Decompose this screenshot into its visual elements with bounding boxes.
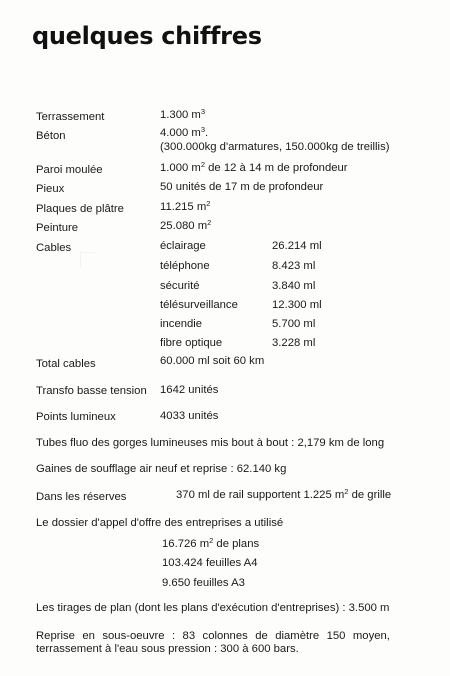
plaques-value: 11.215 $m^2$ [160, 199, 211, 213]
peinture-value: 25.080 $m^2$ [160, 218, 212, 232]
cable-value: 12.300 ml [272, 299, 322, 311]
tirages-line: Les tirages de plan (dont les plans d'exécution d'entreprises) : 3.500 m [36, 602, 390, 614]
page-title: quelques chiffres [32, 22, 262, 50]
terrassement-value: 1.300 $m^3$ [160, 107, 205, 121]
cable-name: télésurveillance [160, 299, 238, 311]
reserves-value: 370 ml de rail supportent 1.225 $m^2$ de grille [176, 487, 392, 501]
transfo-label: Transfo basse tension [36, 385, 147, 397]
gaines-line: Gaines de soufflage air neuf et reprise : 62.140 kg [36, 463, 287, 475]
cable-value: 26.214 ml [272, 240, 322, 252]
total-cables-value: 60.000 ml soit 60 km [160, 355, 265, 367]
terrassement-label: Terrassement [36, 111, 105, 123]
dossier-plans: 16.726 $m^2$ de plans [162, 536, 260, 550]
cable-name: téléphone [160, 260, 210, 272]
points-value: 4033 unités [160, 410, 219, 422]
dossier-intro: Le dossier d'appel d'offre des entreprises a utilisé [36, 517, 284, 529]
paroi-value: 1.000 $m^2$ de 12 à 14 m de profondeur [160, 160, 348, 174]
cable-name: fibre optique [160, 337, 223, 349]
beton-value: 4.000 $m^3$. [160, 125, 209, 139]
reprise-line-1: Reprise en sous-oeuvre : 83 colonnes de diamètre 150 moyen, [36, 630, 390, 642]
plaques-label: Plaques de plâtre [36, 203, 124, 215]
pieux-label: Pieux [36, 183, 65, 195]
cable-name: incendie [160, 318, 203, 330]
total-cables-label: Total cables [36, 358, 96, 370]
beton-label: Béton [36, 130, 66, 142]
cables-label: Cables [36, 242, 72, 254]
peinture-label: Peinture [36, 222, 79, 234]
tubes-line: Tubes fluo des gorges lumineuses mis bout à bout : 2,179 km de long [36, 437, 385, 449]
reprise-line-2: terrassement à l'eau sous pression : 300 à 600 bars. [36, 643, 299, 655]
cable-value: 3.228 ml [272, 337, 316, 349]
cable-name: éclairage [160, 240, 206, 252]
cable-value: 3.840 ml [272, 280, 316, 292]
pieux-value: 50 unités de 17 m de profondeur [160, 181, 324, 193]
cable-value: 8.423 ml [272, 260, 316, 272]
reserves-label: Dans les réserves [36, 491, 127, 503]
points-label: Points lumineux [36, 411, 116, 423]
dossier-a4: 103.424 feuilles A4 [162, 557, 258, 569]
cable-name: sécurité [160, 280, 200, 292]
beton-detail: (300.000kg d'armatures, 150.000kg de treillis) [160, 141, 390, 153]
transfo-value: 1642 unités [160, 384, 219, 396]
cable-value: 5.700 ml [272, 318, 316, 330]
dossier-a3: 9.650 feuilles A3 [162, 577, 245, 589]
scan-speck [80, 252, 95, 267]
paroi-label: Paroi moulée [36, 164, 103, 176]
